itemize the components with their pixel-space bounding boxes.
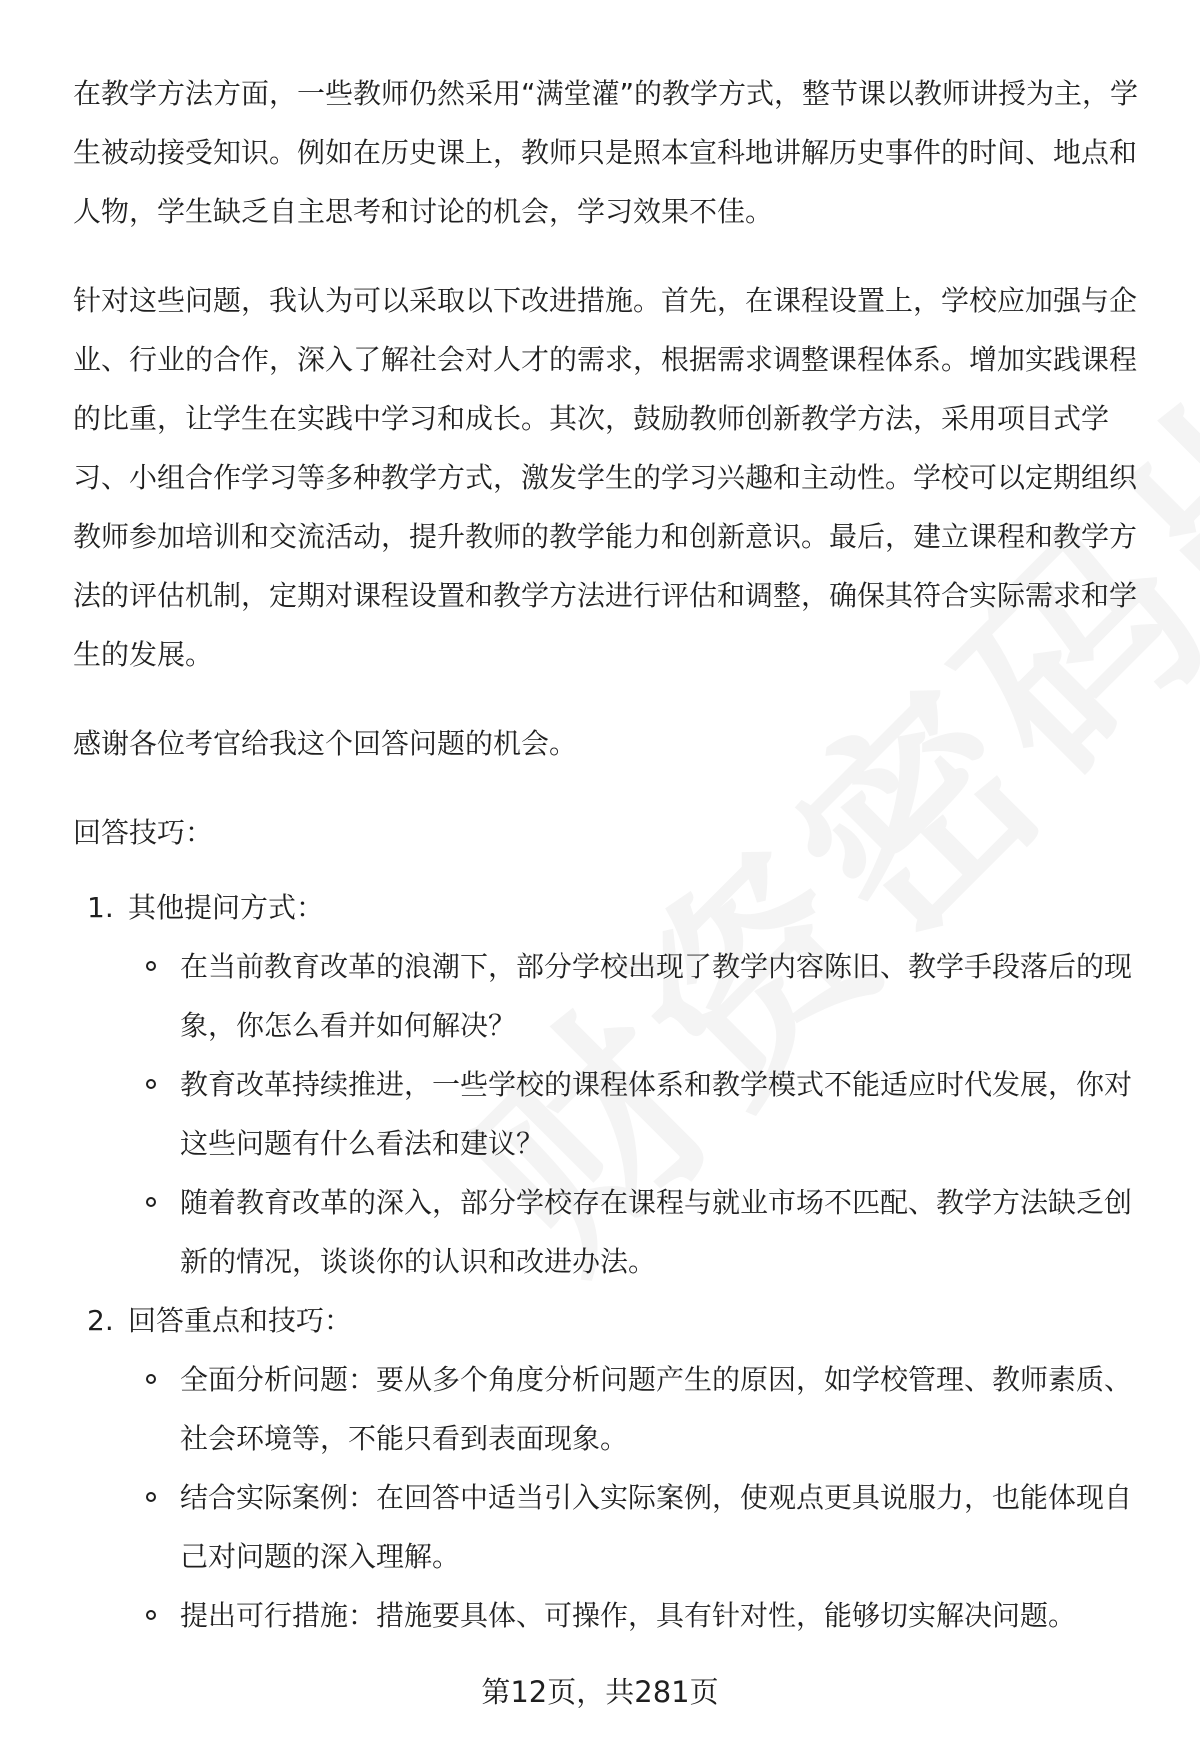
circle-bullet-icon bbox=[146, 1079, 156, 1089]
list-item bbox=[128, 1468, 1153, 1586]
sub-list bbox=[128, 937, 1153, 1291]
circle-bullet-icon bbox=[146, 1197, 156, 1207]
tips-list bbox=[73, 878, 1153, 1645]
document-body bbox=[73, 64, 1153, 1645]
list-item-text: 全面分析问题：要从多个角度分析问题产生的原因，如学校管理、教师素质、社会环境等，不能只看到表面现象。 bbox=[180, 1363, 1133, 1455]
circle-bullet-icon bbox=[146, 1610, 156, 1620]
list-item bbox=[128, 1350, 1153, 1468]
paragraph-teaching-methods: 在教学方法方面，一些教师仍然采用“满堂灌”的教学方式，整节课以教师讲授为主，学生被动接受知识。例如在历史课上，教师只是照本宣科地讲解历史事件的时间、地点和人物，学生缺乏自主思考和讨论的机会，学习效果不佳。 bbox=[73, 77, 1139, 228]
list-item-text: 在当前教育改革的浪潮下，部分学校出现了教学内容陈旧、教学手段落后的现象，你怎么看并如何解决？ bbox=[180, 950, 1133, 1042]
list-item-text: 教育改革持续推进，一些学校的课程体系和教学模式不能适应时代发展，你对这些问题有什么看法和建议？ bbox=[180, 1068, 1133, 1160]
list-item bbox=[128, 1173, 1153, 1291]
tip-item-key-points bbox=[73, 1291, 1153, 1645]
tip-number: 1. bbox=[87, 891, 114, 924]
circle-bullet-icon bbox=[146, 1492, 156, 1502]
circle-bullet-icon bbox=[146, 1374, 156, 1384]
sub-list bbox=[128, 1350, 1153, 1645]
page-number-footer: 第12页，共281页 bbox=[481, 1675, 719, 1709]
paragraph-thanks: 感谢各位考官给我这个回答问题的机会。 bbox=[73, 727, 578, 760]
tip-number: 2. bbox=[87, 1304, 114, 1337]
list-item bbox=[128, 1586, 1153, 1645]
section-title-answer-tips: 回答技巧： bbox=[73, 816, 214, 849]
tip-title: 其他提问方式： bbox=[128, 891, 325, 924]
tip-title: 回答重点和技巧： bbox=[128, 1304, 353, 1337]
tip-item-other-questions bbox=[73, 878, 1153, 1291]
list-item bbox=[128, 937, 1153, 1055]
list-item bbox=[128, 1055, 1153, 1173]
list-item-text: 结合实际案例：在回答中适当引入实际案例，使观点更具说服力，也能体现自己对问题的深入理解。 bbox=[180, 1481, 1133, 1573]
list-item-text: 提出可行措施：措施要具体、可操作，具有针对性，能够切实解决问题。 bbox=[180, 1599, 1077, 1632]
circle-bullet-icon bbox=[146, 961, 156, 971]
list-item-text: 随着教育改革的深入，部分学校存在课程与就业市场不匹配、教学方法缺乏创新的情况，谈谈你的认识和改进办法。 bbox=[180, 1186, 1133, 1278]
paragraph-improvement-measures: 针对这些问题，我认为可以采取以下改进措施。首先，在课程设置上，学校应加强与企业、行业的合作，深入了解社会对人才的需求，根据需求调整课程体系。增加实践课程的比重，让学生在实践中学习和成长。其次，鼓励教师创新教学方法，采用项目式学习、小组合作学习等多种教学方式，激发学生的学习兴趣和主动性。学校可以定期组织教师参加培训和交流活动，提升教师的教学能力和创新意识。最后，建立课程和教学方法的评估机制，定期对课程设置和教学方法进行评估和调整，确保其符合实际需求和学生的发展。 bbox=[73, 284, 1138, 671]
